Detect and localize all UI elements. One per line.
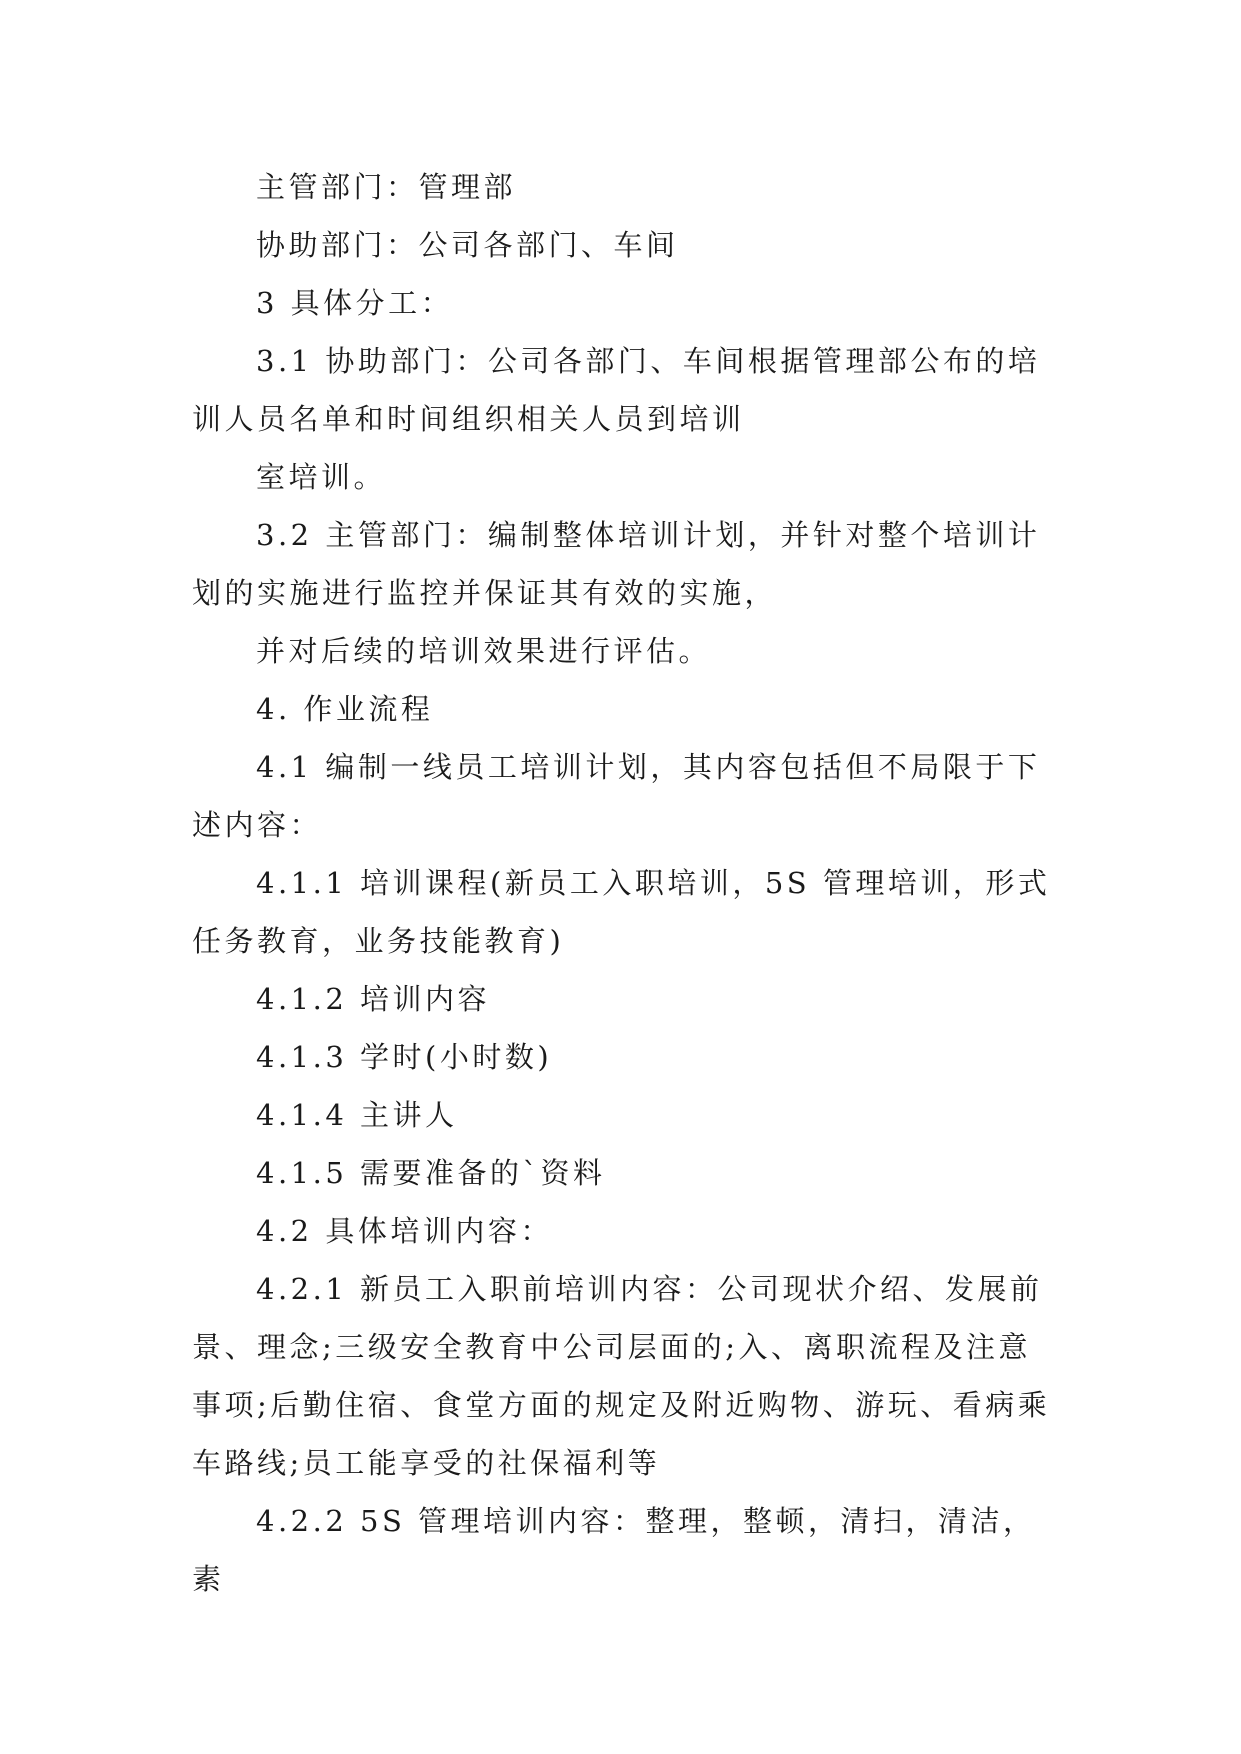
paragraph-4-1-5: 4.1.5 需要准备的`资料 <box>256 1156 606 1190</box>
document-body <box>192 158 1058 1608</box>
paragraph-3-2-cont: 并对后续的培训效果进行评估。 <box>256 634 712 668</box>
paragraph-4-2-2: 4.2.2 5S 管理培训内容：整理，整顿，清扫，清洁，素 <box>192 1504 1036 1596</box>
paragraph-supervising-dept: 主管部门：管理部 <box>256 170 517 204</box>
paragraph-4-2: 4.2 具体培训内容： <box>256 1214 553 1248</box>
paragraph-4-1-4: 4.1.4 主讲人 <box>256 1098 458 1132</box>
paragraph-4-2-1: 4.2.1 新员工入职前培训内容：公司现状介绍、发展前景、理念;三级安全教育中公司层面的;入、离职流程及注意事项;后勤住宿、食堂方面的规定及附近购物、游玩、看病乘车路线;员工能享受的社保福利等 <box>192 1272 1051 1480</box>
paragraph-division-of-work: 3 具体分工： <box>256 286 454 320</box>
paragraph-4-1-2: 4.1.2 培训内容 <box>256 982 491 1016</box>
paragraph-assisting-dept: 协助部门：公司各部门、车间 <box>256 228 679 262</box>
paragraph-3-2: 3.2 主管部门：编制整体培训计划，并针对整个培训计划的实施进行监控并保证其有效的实施， <box>192 518 1041 610</box>
heading-workflow: 4. 作业流程 <box>256 692 434 726</box>
paragraph-4-1-1: 4.1.1 培训课程(新员工入职培训，5S 管理培训，形式任务教育，业务技能教育) <box>192 866 1051 958</box>
paragraph-4-1-3: 4.1.3 学时(小时数) <box>256 1040 553 1074</box>
paragraph-4-1: 4.1 编制一线员工培训计划，其内容包括但不局限于下述内容： <box>192 750 1041 842</box>
paragraph-3-1: 3.1 协助部门：公司各部门、车间根据管理部公布的培训人员名单和时间组织相关人员到培训 <box>192 344 1041 436</box>
paragraph-3-1-cont: 室培训。 <box>256 460 387 494</box>
